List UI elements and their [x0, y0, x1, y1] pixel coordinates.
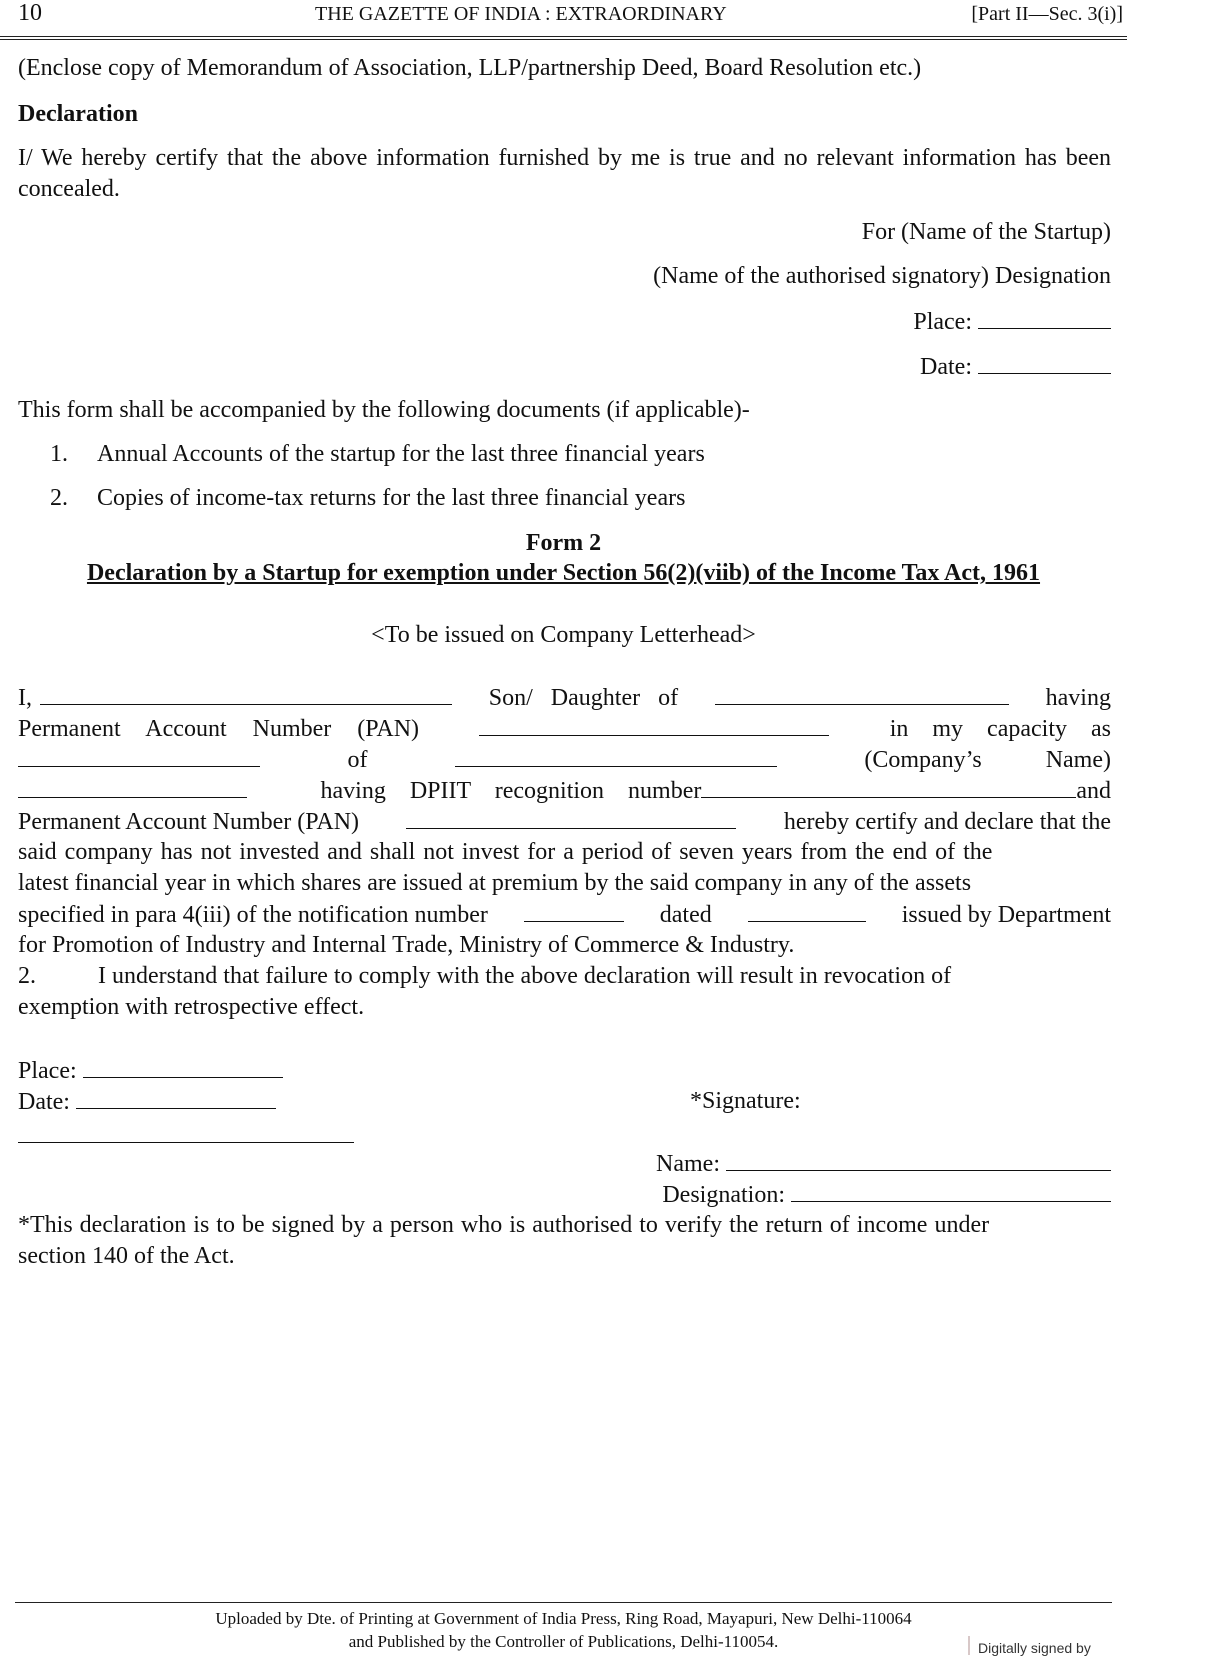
point-2-text [98, 963, 1111, 990]
name-blank[interactable] [40, 684, 452, 705]
company-name-blank[interactable] [18, 777, 247, 798]
form2-place [18, 1057, 283, 1085]
form-point-2-cont: exemption with retrospective effect. [18, 994, 365, 1020]
dpiit-blank[interactable] [701, 777, 1076, 798]
notification-number-blank[interactable] [524, 901, 624, 922]
form-line-1 [18, 684, 1111, 712]
notification-date-blank[interactable] [748, 901, 866, 922]
company-blank[interactable] [455, 746, 777, 767]
form-line-8 [18, 901, 1111, 929]
digital-signature-text: Digitally signed by [978, 1640, 1091, 1656]
form-line-5 [18, 808, 1111, 836]
form-text: (Company’s Name) [864, 747, 1111, 773]
date-blank[interactable] [76, 1088, 276, 1109]
footer-line-2: and Published by the Controller of Publications, Delhi-110054. [348, 1632, 779, 1651]
form-text: Permanent Account Number (PAN) [18, 716, 420, 742]
footnote-line-1: *This declaration is to be signed by a person who is authorised to verify the return of income under [18, 1212, 990, 1238]
form-text: in my capacity as [889, 716, 1111, 742]
header-rule [0, 36, 1127, 37]
list-item-number: 1. [50, 441, 68, 467]
designation-blank[interactable] [791, 1181, 1111, 1202]
form-text: specified in para 4(iii) of the notification number [18, 902, 488, 928]
form-line-4 [18, 777, 1111, 805]
form-text: issued by Department [901, 902, 1111, 928]
form-text: I, [18, 685, 32, 711]
list-item-text: Annual Accounts of the startup for the last three financial years [97, 441, 705, 467]
form-text: said company has not invested and shall not invest for a period of seven years from the end of the [18, 839, 993, 865]
place-label: Place: [913, 309, 972, 335]
place-blank[interactable] [83, 1057, 283, 1078]
place-blank[interactable] [978, 308, 1111, 329]
gazette-part: [Part II—Sec. 3(i)] [971, 3, 1123, 25]
page-number: 10 [18, 0, 42, 26]
form-text: I understand that failure to comply with the above declaration will result in revocation of [98, 963, 952, 989]
form-text: dated [659, 902, 712, 928]
signature-line[interactable] [18, 1128, 354, 1143]
declaration-heading: Declaration [18, 101, 138, 127]
gazette-title: THE GAZETTE OF INDIA : EXTRAORDINARY [315, 3, 727, 25]
documents-intro: This form shall be accompanied by the following documents (if applicable)- [18, 397, 750, 423]
form-text: Permanent Account Number (PAN) [18, 809, 360, 835]
footer-rule [15, 1602, 1112, 1603]
declaration-date [920, 353, 1111, 381]
form-text: hereby certify and declare that the [783, 809, 1111, 835]
date-label: Date: [18, 1089, 70, 1115]
form2-name [656, 1150, 1111, 1178]
form2-date [18, 1088, 276, 1116]
form2-designation [662, 1181, 1111, 1209]
name-label: Name: [656, 1151, 720, 1177]
footer-line-1: Uploaded by Dte. of Printing at Government of India Press, Ring Road, Mayapuri, New Delhi-110064 [215, 1609, 912, 1628]
capacity-blank[interactable] [18, 746, 260, 767]
list-item [50, 441, 705, 468]
parent-name-blank[interactable] [715, 684, 1009, 705]
designation-label: Designation: [662, 1182, 785, 1208]
form-text: of [347, 747, 368, 773]
header-rule-double [0, 39, 1127, 40]
form2-subtitle: Declaration by a Startup for exemption under Section 56(2)(viib) of the Income Tax Act, 1961 [86, 560, 1041, 586]
form-text: having DPIIT recognition number [320, 778, 702, 804]
enclose-note: (Enclose copy of Memorandum of Association, LLP/partnership Deed, Board Resolution etc.) [18, 55, 922, 81]
form-text: latest financial year in which shares are issued at premium by the said company in any of the assets [18, 870, 972, 896]
digital-signature-mark [968, 1636, 970, 1655]
point-number: 2. [18, 963, 36, 989]
declaration-text: I/ We hereby certify that the above information furnished by me is true and no relevant information has been concealed. [18, 145, 1111, 202]
form-text: having [1045, 685, 1111, 711]
authorised-signatory: (Name of the authorised signatory) Designation [653, 263, 1111, 289]
form-text: and [1076, 778, 1111, 804]
company-pan-blank[interactable] [406, 808, 736, 829]
signature-label: *Signature: [690, 1088, 801, 1114]
form-text: Son/ Daughter of [488, 685, 679, 711]
form-line-6 [18, 839, 1111, 866]
form2-title: Form 2 [525, 530, 602, 556]
form-line-9: for Promotion of Industry and Internal Trade, Ministry of Commerce & Industry. [18, 932, 795, 958]
list-item [50, 485, 686, 512]
date-label: Date: [920, 354, 972, 380]
form-line-2 [18, 715, 1111, 743]
declaration-place [913, 308, 1111, 336]
for-startup: For (Name of the Startup) [861, 219, 1111, 245]
place-label: Place: [18, 1058, 77, 1084]
list-item-text: Copies of income-tax returns for the last three financial years [97, 485, 686, 511]
name-blank[interactable] [726, 1150, 1111, 1171]
form-line-3 [18, 746, 1111, 774]
form-line-7 [18, 870, 1111, 897]
pan-blank[interactable] [479, 715, 829, 736]
form-point-2 [18, 963, 1111, 990]
footnote-line-2: section 140 of the Act. [18, 1243, 235, 1269]
letterhead-note: <To be issued on Company Letterhead> [371, 622, 756, 648]
list-item-number: 2. [50, 485, 68, 511]
date-blank[interactable] [978, 353, 1111, 374]
